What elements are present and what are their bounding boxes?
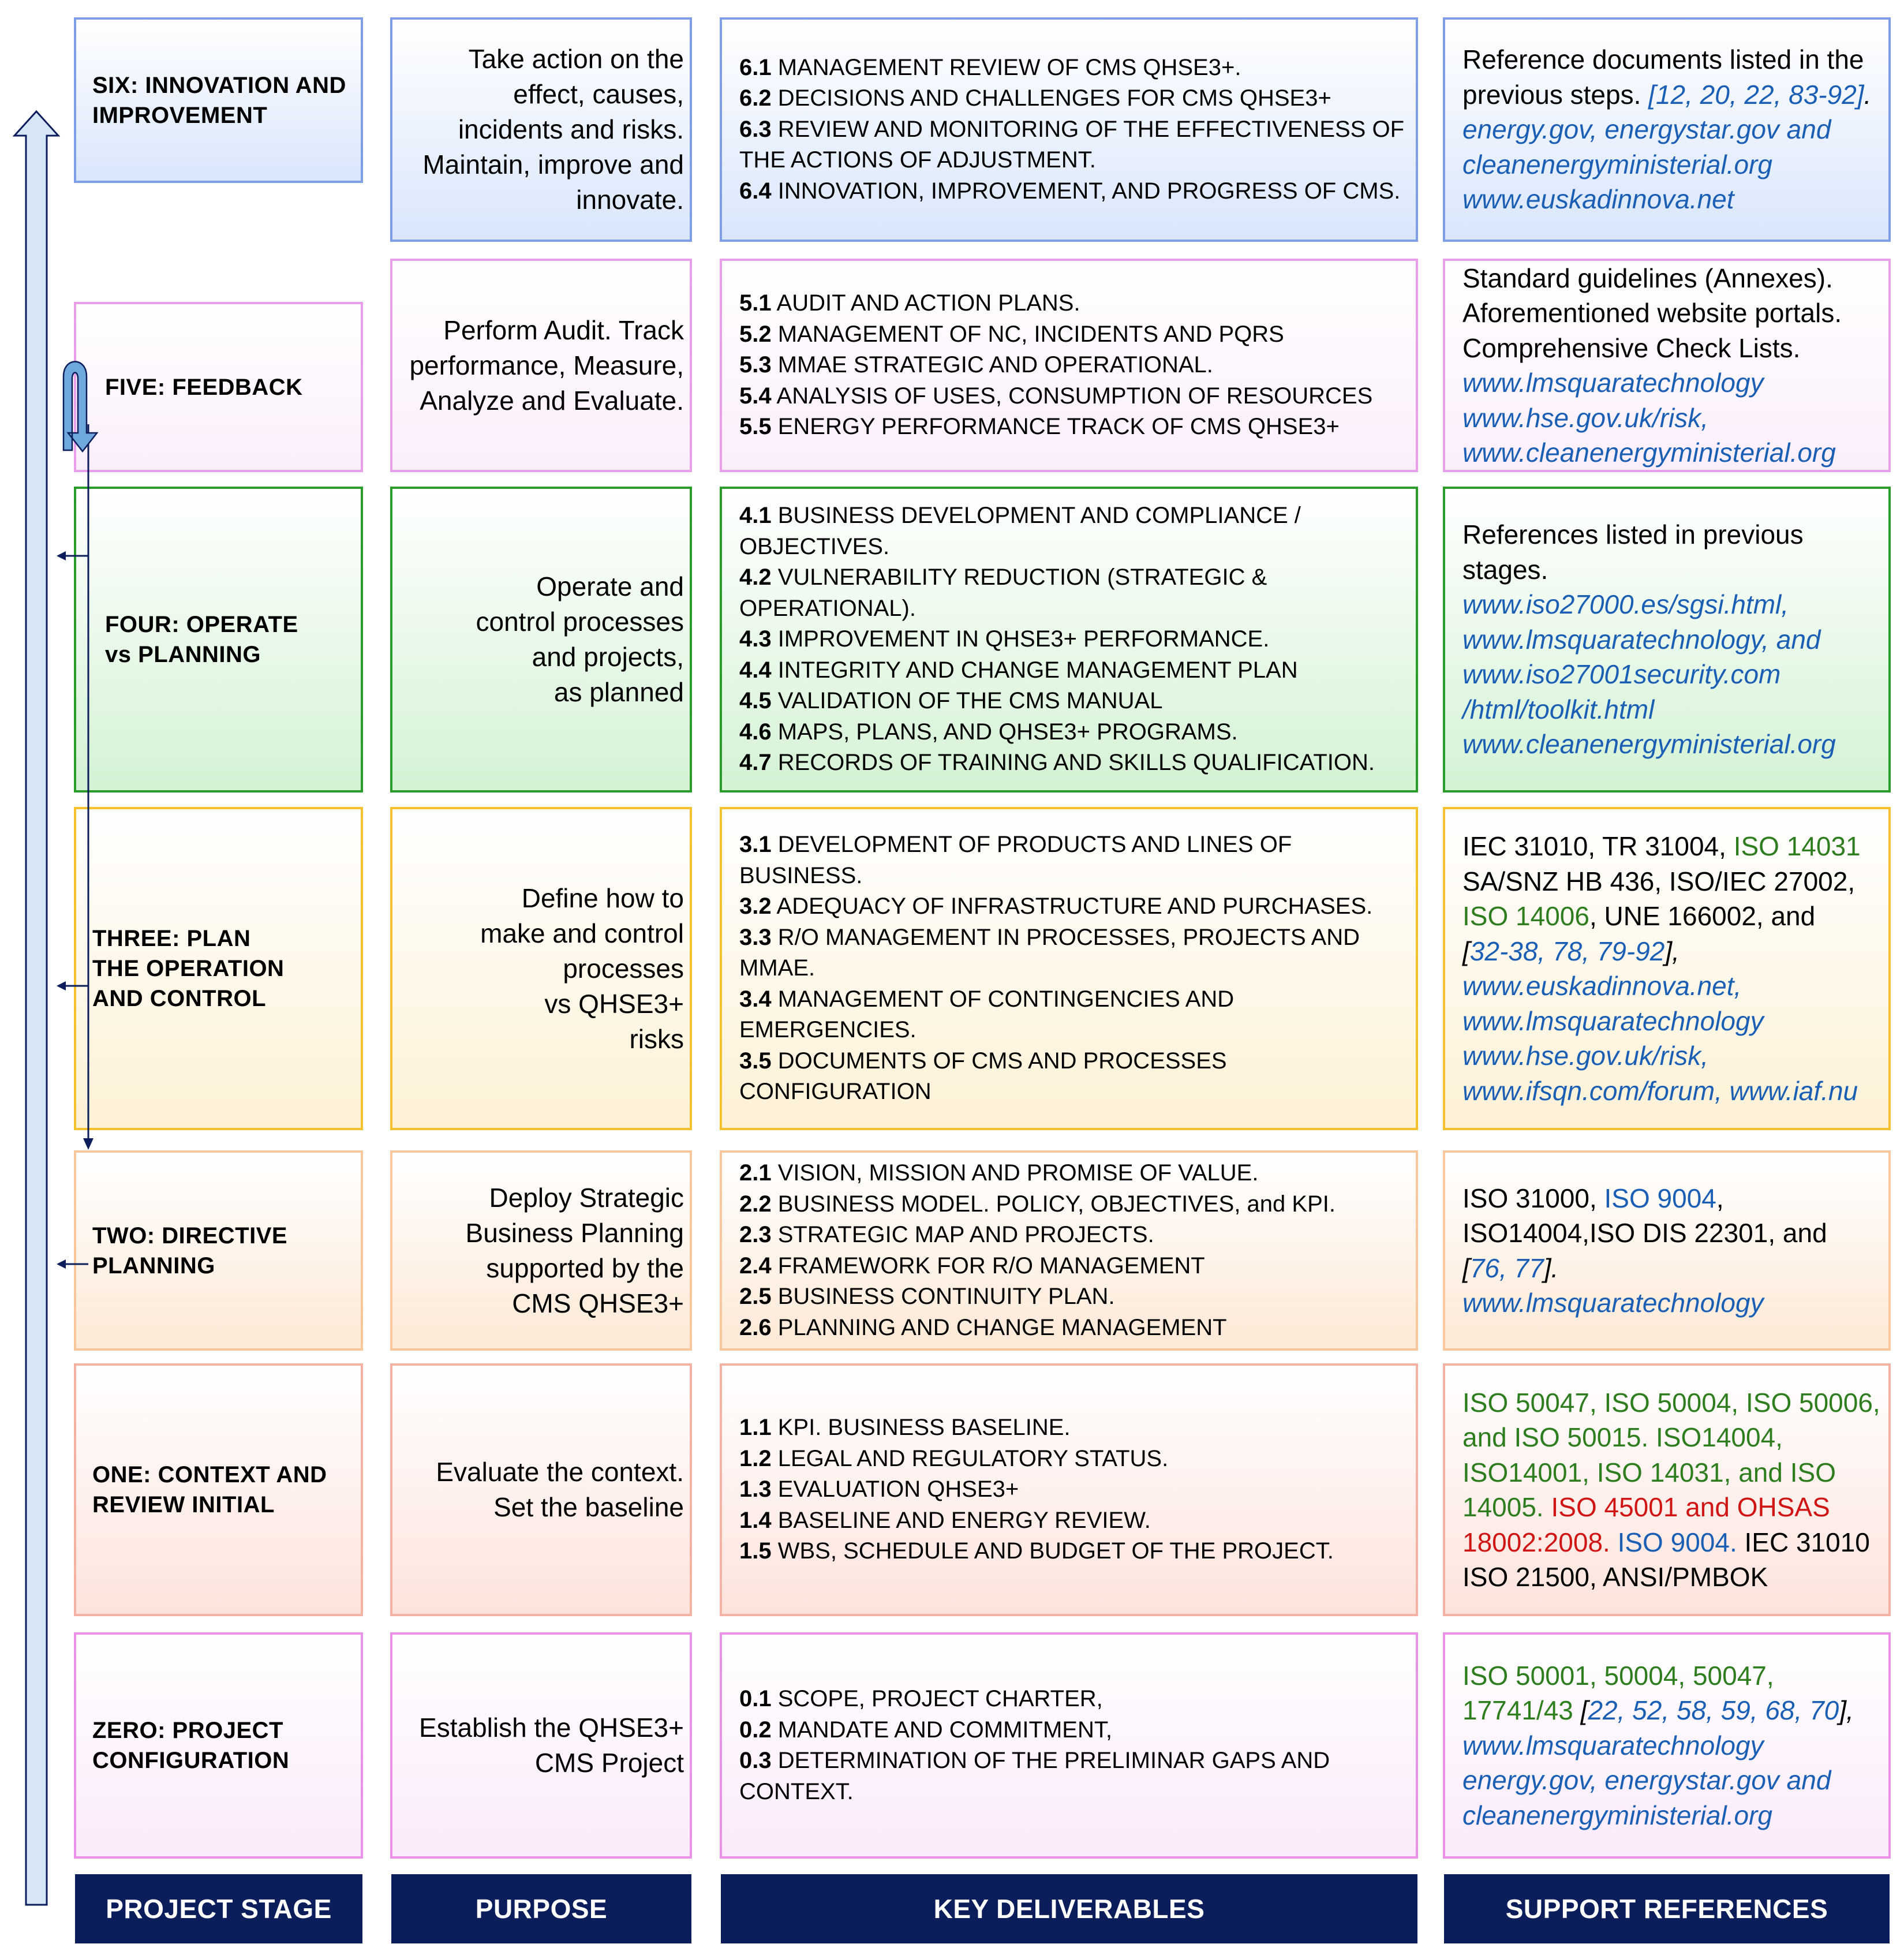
reference-segment: www.iso27000.es/sgsi.html, www.lmsquaratechnology, and www.iso27001security.com /html/toolkit.html www.cleanenergyministerial.org xyxy=(1462,589,1836,760)
deliverable-number: 3.1 xyxy=(739,832,772,858)
reference-segment: ], xyxy=(1839,1695,1854,1726)
deliverable-text: R/O MANAGEMENT IN PROCESSES, PROJECTS AND MMAE. xyxy=(739,924,1360,981)
reference-segment: . xyxy=(1864,79,1872,110)
reference-segment: 76, 77 xyxy=(1469,1253,1544,1283)
deliverable-number: 4.6 xyxy=(739,719,772,745)
deliverable-number: 6.1 xyxy=(739,54,772,80)
purpose-text: Deploy Strategic Business Planning supported by the CMS QHSE3+ xyxy=(465,1182,684,1318)
deliverable-number: 1.5 xyxy=(739,1538,772,1564)
deliverable-number: 1.3 xyxy=(739,1476,772,1502)
deliverable-text: ANALYSIS OF USES, CONSUMPTION OF RESOURCES xyxy=(771,383,1373,409)
reference-segment: Reference documents listed in the previous steps. xyxy=(1462,44,1872,110)
reference-segment: ], xyxy=(1664,936,1679,966)
deliverable-text: WBS, SCHEDULE AND BUDGET OF THE PROJECT. xyxy=(771,1538,1334,1564)
reference-segment: ]. xyxy=(1543,1253,1559,1283)
reference-segment: energy.gov, energystar.gov and cleanenergyministerial.org www.euskadinnova.net xyxy=(1462,114,1831,215)
deliverable-text: DECISIONS AND CHALLENGES FOR CMS QHSE3+ xyxy=(771,85,1331,111)
deliverable-number: 6.3 xyxy=(739,116,772,142)
reference-segment: Standard guidelines (Annexes). Aforementioned website portals. Comprehensive Check Lists. xyxy=(1462,263,1842,363)
deliverable-number: 4.2 xyxy=(739,565,772,590)
deliverable-number: 5.4 xyxy=(739,383,772,409)
stage-label: FOUR: OPERATE vs PLANNING xyxy=(105,612,298,667)
deliverable-text: IMPROVEMENT IN QHSE3+ PERFORMANCE. xyxy=(771,626,1270,652)
progress-up-arrow xyxy=(14,111,58,1905)
deliverable-number: 3.2 xyxy=(739,894,772,919)
deliverable-text: MAPS, PLANS, AND QHSE3+ PROGRAMS. xyxy=(771,719,1238,745)
deliverable-number: 5.2 xyxy=(739,321,772,347)
header-label: SUPPORT REFERENCES xyxy=(1505,1894,1828,1924)
reference-segment: www.lmsquaratechnology xyxy=(1462,1288,1764,1318)
deliverable-number: 2.2 xyxy=(739,1191,772,1217)
deliverable-number: 4.1 xyxy=(739,503,772,529)
reference-segment: ISO 14006 xyxy=(1462,901,1589,931)
stage-label: TWO: DIRECTIVE PLANNING xyxy=(92,1223,288,1279)
deliverable-text: VALIDATION OF THE CMS MANUAL xyxy=(771,688,1163,714)
deliverable-number: 5.5 xyxy=(739,414,772,440)
reference-segment: ISO 9004. xyxy=(1617,1527,1745,1557)
deliverable-number: 0.1 xyxy=(739,1686,772,1711)
header-label: PURPOSE xyxy=(475,1894,608,1924)
stage-label: FIVE: FEEDBACK xyxy=(105,374,303,400)
deliverable-text: MANDATE AND COMMITMENT, xyxy=(771,1717,1112,1743)
reference-segment: ISO 31000, xyxy=(1462,1183,1604,1213)
reference-segment: www.lmsquaratechnology www.hse.gov.uk/risk, www.cleanenergyministerial.org xyxy=(1462,368,1836,468)
reference-segment: IEC 31010, TR 31004, xyxy=(1462,831,1734,861)
reference-segment: , ISO14004,ISO DIS 22301, and xyxy=(1462,1183,1827,1248)
purpose-text: Take action on the effect, causes, incidents and risks. Maintain, improve and innovate. xyxy=(422,44,684,215)
deliverable-text: RECORDS OF TRAINING AND SKILLS QUALIFICATION. xyxy=(771,750,1375,776)
reference-segment: References listed in previous stages. xyxy=(1462,519,1804,585)
feedback-arrowhead-three xyxy=(57,981,66,990)
purpose-text: Perform Audit. Track performance, Measure, Analyze and Evaluate. xyxy=(409,315,684,416)
deliverable-text: VISION, MISSION AND PROMISE OF VALUE. xyxy=(771,1160,1259,1186)
deliverable-text: BASELINE AND ENERGY REVIEW. xyxy=(771,1507,1151,1533)
deliverable-number: 1.4 xyxy=(739,1507,772,1533)
deliverable-number: 6.4 xyxy=(739,178,772,204)
purpose-text: Establish the QHSE3+ CMS Project xyxy=(419,1713,684,1778)
purpose-text: Evaluate the context. Set the baseline xyxy=(436,1457,684,1522)
header-label: PROJECT STAGE xyxy=(106,1894,332,1924)
deliverable-text: BUSINESS MODEL. POLICY, OBJECTIVES, and KPI. xyxy=(771,1191,1336,1217)
deliverable-number: 4.7 xyxy=(739,750,772,776)
deliverable-text: DOCUMENTS OF CMS AND PROCESSES CONFIGURATION xyxy=(739,1048,1227,1105)
reference-segment: [12, 20, 22, 83-92] xyxy=(1648,79,1864,110)
reference-segment: , UNE 166002, and xyxy=(1589,901,1816,931)
reference-segment: ISO 50001, 50004, 50047, 17741/43 xyxy=(1462,1660,1782,1726)
deliverable-text: ADEQUACY OF INFRASTRUCTURE AND PURCHASES. xyxy=(771,894,1373,919)
deliverable-number: 4.5 xyxy=(739,688,772,714)
purpose-text: Define how to make and control processes vs QHSE3+ risks xyxy=(480,883,684,1054)
deliverable-number: 2.6 xyxy=(739,1314,772,1340)
deliverable-number: 3.4 xyxy=(739,986,772,1012)
deliverable-text: PLANNING AND CHANGE MANAGEMENT xyxy=(771,1314,1227,1340)
deliverable-number: 6.2 xyxy=(739,85,772,111)
reference-segment: SA/SNZ HB 436, ISO/IEC 27002, xyxy=(1462,866,1856,896)
deliverable-number: 1.1 xyxy=(739,1415,772,1441)
deliverable-number: 4.4 xyxy=(739,657,772,683)
deliverable-text: BUSINESS CONTINUITY PLAN. xyxy=(771,1284,1115,1309)
deliverable-text: MANAGEMENT REVIEW OF CMS QHSE3+. xyxy=(771,54,1241,80)
deliverable-text: INNOVATION, IMPROVEMENT, AND PROGRESS OF CMS. xyxy=(771,178,1401,204)
reference-segment: [ xyxy=(1462,1253,1470,1283)
feedback-arrowhead-two xyxy=(57,1259,66,1269)
deliverable-number: 5.1 xyxy=(739,290,772,316)
stage-label: ONE: CONTEXT AND REVIEW INITIAL xyxy=(92,1462,327,1517)
deliverable-number: 0.2 xyxy=(739,1717,772,1743)
deliverable-number: 2.1 xyxy=(739,1160,772,1186)
deliverable-text: MANAGEMENT OF NC, INCIDENTS AND PQRS xyxy=(771,321,1284,347)
deliverable-text: ENERGY PERFORMANCE TRACK OF CMS QHSE3+ xyxy=(771,414,1340,440)
deliverable-number: 2.3 xyxy=(739,1222,772,1247)
header-label: KEY DELIVERABLES xyxy=(933,1894,1205,1924)
reference-segment: [ xyxy=(1462,936,1470,966)
deliverable-text: LEGAL AND REGULATORY STATUS. xyxy=(771,1445,1169,1471)
reference-segment: 32-38, 78, 79-92 xyxy=(1469,936,1665,966)
reference-segment: ISO 9004 xyxy=(1604,1183,1716,1213)
deliverable-text: EVALUATION QHSE3+ xyxy=(771,1476,1019,1502)
deliverable-text: KPI. BUSINESS BASELINE. xyxy=(771,1415,1071,1441)
purpose-text: Operate and control processes and projects, as planned xyxy=(476,571,684,707)
reference-segment: [ xyxy=(1580,1695,1588,1726)
deliverable-text: FRAMEWORK FOR R/O MANAGEMENT xyxy=(771,1253,1205,1279)
deliverable-number: 0.3 xyxy=(739,1748,772,1773)
reference-segment: 22, 52, 58, 59, 68, 70 xyxy=(1588,1695,1839,1726)
deliverable-number: 5.3 xyxy=(739,352,772,378)
deliverable-text: MMAE STRATEGIC AND OPERATIONAL. xyxy=(771,352,1213,378)
deliverable-number: 2.5 xyxy=(739,1284,772,1309)
feedback-loop-icon xyxy=(63,362,97,452)
reference-segment: www.lmsquaratechnology energy.gov, energystar.gov and cleanenergyministerial.org xyxy=(1462,1730,1831,1830)
deliverable-text: AUDIT AND ACTION PLANS. xyxy=(771,290,1080,316)
deliverable-number: 2.4 xyxy=(739,1253,772,1279)
stage-label: ZERO: PROJECT CONFIGURATION xyxy=(92,1718,290,1773)
deliverable-text: VULNERABILITY REDUCTION (STRATEGIC & OPERATIONAL). xyxy=(739,565,1267,621)
feedback-arrowhead-four xyxy=(57,551,66,560)
deliverable-number: 4.3 xyxy=(739,626,772,652)
deliverable-text: INTEGRITY AND CHANGE MANAGEMENT PLAN xyxy=(771,657,1298,683)
deliverable-text: STRATEGIC MAP AND PROJECTS. xyxy=(771,1222,1154,1247)
deliverable-number: 1.2 xyxy=(739,1445,772,1471)
deliverable-text: DETERMINATION OF THE PRELIMINAR GAPS AND CONTEXT. xyxy=(739,1748,1330,1804)
reference-segment: ISO 45001 and OHSAS 18002:2008. xyxy=(1462,1492,1838,1557)
reference-segment: www.euskadinnova.net, www.lmsquaratechnology www.hse.gov.uk/risk, www.ifsqn.com/forum, www.iaf.nu xyxy=(1462,971,1858,1106)
deliverable-number: 3.5 xyxy=(739,1048,772,1074)
reference-segment: ISO 50047, ISO 50004, ISO 50006, and ISO 50015. ISO14004, ISO14001, ISO 14031, and ISO 14005. xyxy=(1462,1387,1888,1522)
deliverable-number: 3.3 xyxy=(739,924,772,950)
reference-segment: IEC 31010 ISO 21500, ANSI/PMBOK xyxy=(1462,1527,1877,1592)
deliverable-text: BUSINESS DEVELOPMENT AND COMPLIANCE / OBJECTIVES. xyxy=(739,503,1301,559)
reference-segment: ISO 14031 xyxy=(1733,831,1861,861)
stage-label: THREE: PLAN THE OPERATION AND CONTROL xyxy=(92,926,285,1011)
deliverable-text: REVIEW AND MONITORING OF THE EFFECTIVENESS OF THE ACTIONS OF ADJUSTMENT. xyxy=(739,116,1405,173)
deliverable-text: MANAGEMENT OF CONTINGENCIES AND EMERGENCIES. xyxy=(739,986,1235,1043)
stage-label: SIX: INNOVATION AND IMPROVEMENT xyxy=(92,72,346,128)
deliverable-text: DEVELOPMENT OF PRODUCTS AND LINES OF BUSINESS. xyxy=(739,832,1292,888)
feedback-arrowhead-down xyxy=(83,1138,93,1150)
deliverable-text: SCOPE, PROJECT CHARTER, xyxy=(771,1686,1103,1711)
